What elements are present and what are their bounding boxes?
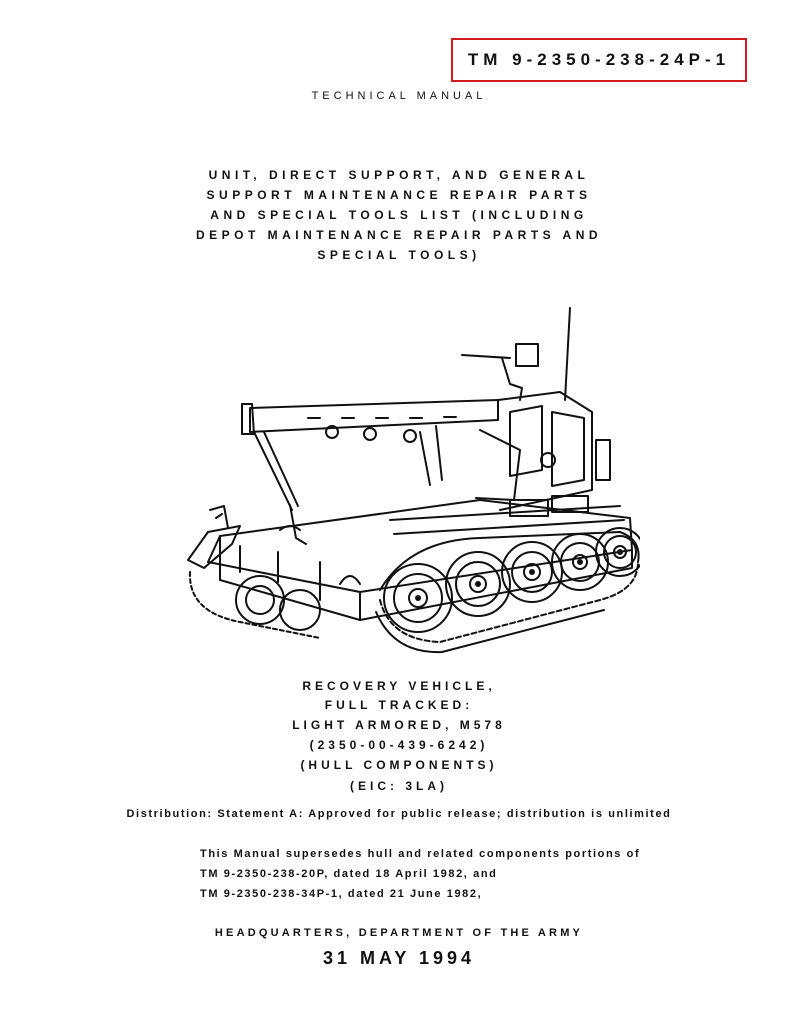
supersedes-line-3: TM 9-2350-238-34P-1, dated 21 June 1982, bbox=[200, 888, 483, 900]
issuing-authority: HEADQUARTERS, DEPARTMENT OF THE ARMY bbox=[214, 927, 584, 939]
recovery-vehicle-illustration bbox=[180, 300, 640, 660]
vehicle-line-6: (EIC: 3LA) bbox=[350, 779, 448, 793]
subject-line-3: AND SPECIAL TOOLS LIST (INCLUDING bbox=[210, 208, 588, 222]
subject-line-1: UNIT, DIRECT SUPPORT, AND GENERAL bbox=[208, 168, 590, 182]
tm-number: TM 9-2350-238-24P-1 bbox=[467, 50, 731, 69]
manual-type: TECHNICAL MANUAL bbox=[311, 90, 487, 102]
vehicle-line-1: RECOVERY VEHICLE, bbox=[302, 679, 496, 693]
subject-line-5: SPECIAL TOOLS) bbox=[317, 248, 481, 262]
supersedes-line-1: This Manual supersedes hull and related components portions of bbox=[200, 848, 641, 860]
vehicle-line-3: LIGHT ARMORED, M578 bbox=[292, 718, 506, 732]
tm-number-box bbox=[451, 38, 747, 82]
distribution-statement: Distribution: Statement A: Approved for public release; distribution is unlimited bbox=[126, 808, 672, 820]
subject-line-4: DEPOT MAINTENANCE REPAIR PARTS AND bbox=[195, 228, 603, 242]
vehicle-line-2: FULL TRACKED: bbox=[324, 698, 474, 712]
publication-date: 31 MAY 1994 bbox=[322, 948, 476, 968]
supersedes-line-2: TM 9-2350-238-20P, dated 18 April 1982, and bbox=[200, 868, 498, 880]
vehicle-line-5: (HULL COMPONENTS) bbox=[300, 758, 498, 772]
subject-line-2: SUPPORT MAINTENANCE REPAIR PARTS bbox=[206, 188, 592, 202]
vehicle-line-4: (2350-00-439-6242) bbox=[309, 738, 489, 752]
